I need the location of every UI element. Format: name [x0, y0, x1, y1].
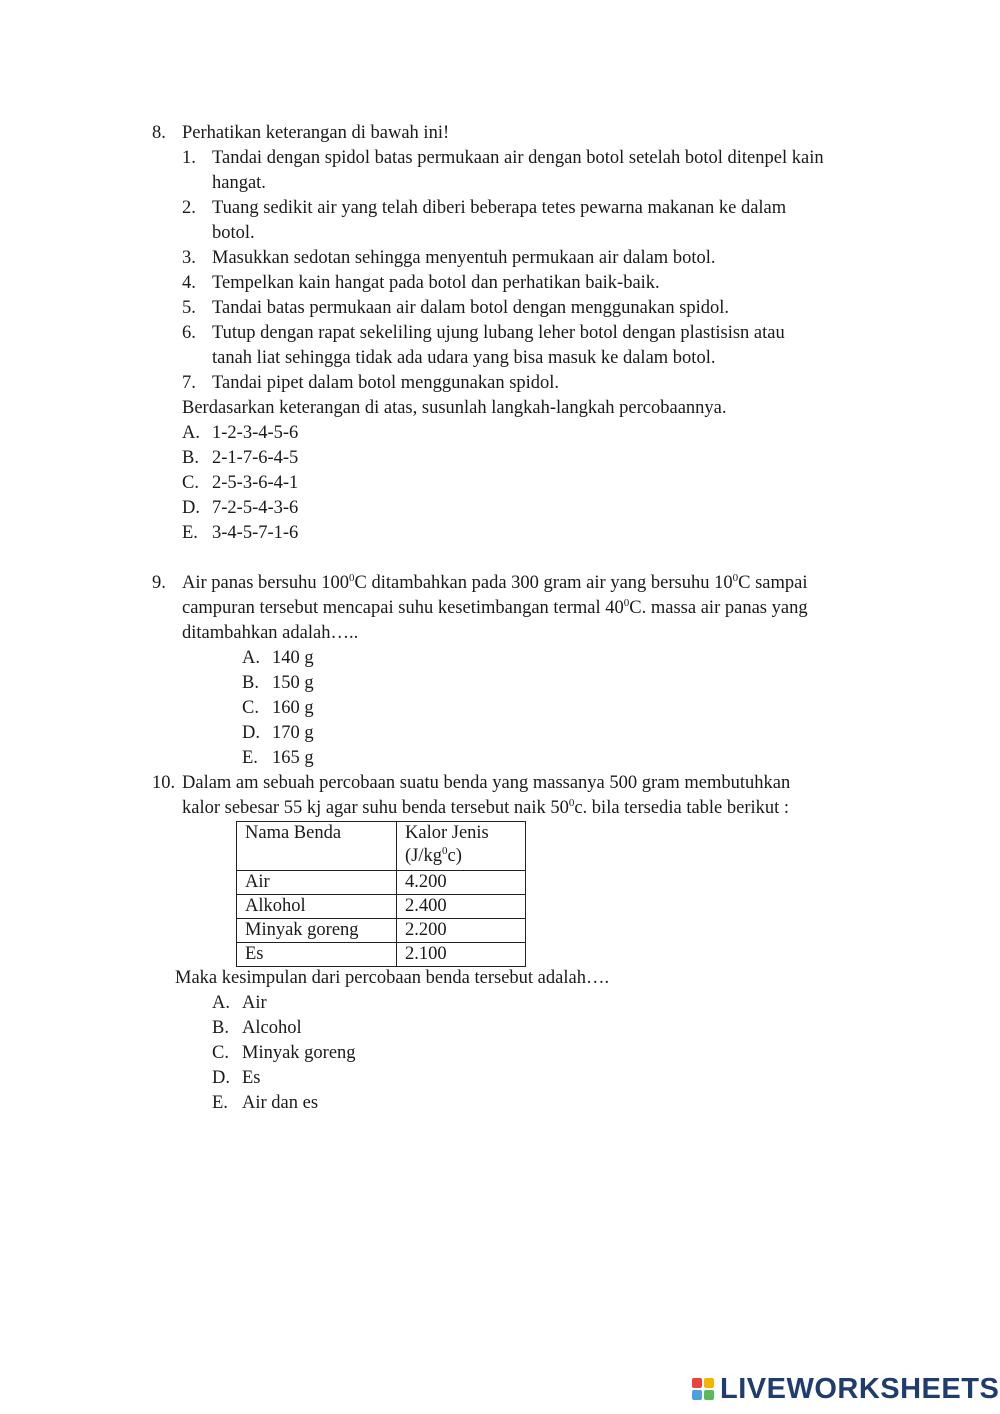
option-text[interactable]: Es — [242, 1068, 261, 1088]
option-letter[interactable]: E. — [212, 1093, 228, 1113]
table-row — [237, 943, 526, 967]
question-text-line3: ditambahkan adalah….. — [182, 623, 359, 643]
step-text: Tuang sedikit air yang telah diberi beberapa tetes pewarna makanan ke dalam — [212, 198, 787, 218]
table-row — [237, 895, 526, 919]
liveworksheets-logo — [692, 1372, 999, 1406]
option-text[interactable]: 7-2-5-4-3-6 — [212, 498, 299, 518]
option-letter[interactable]: C. — [212, 1043, 229, 1063]
logo-square — [704, 1390, 714, 1400]
option-letter[interactable]: B. — [242, 673, 259, 693]
step-number: 3. — [182, 248, 196, 268]
step-number: 5. — [182, 298, 196, 318]
option-text[interactable]: Alcohol — [242, 1018, 302, 1038]
step-number: 4. — [182, 273, 196, 293]
question-prompt: Perhatikan keterangan di bawah ini! — [182, 123, 450, 143]
option-text[interactable]: 170 g — [272, 723, 314, 743]
option-letter[interactable]: A. — [182, 423, 200, 443]
step-text-continued: hangat. — [212, 173, 266, 193]
step-text: Tempelkan kain hangat pada botol dan perhatikan baik-baik. — [212, 273, 660, 293]
table-row — [237, 871, 526, 895]
table-cell-name: Alkohol — [237, 895, 397, 919]
option-text[interactable]: 150 g — [272, 673, 314, 693]
table-header-value: Kalor Jenis $(J/kg^0c)$ — [397, 822, 526, 871]
option-letter[interactable]: B. — [212, 1018, 229, 1038]
question-text-line1: Dalam am sebuah percobaan suatu benda yang massanya 500 gram membutuhkan — [182, 773, 791, 793]
option-text[interactable]: 3-4-5-7-1-6 — [212, 523, 299, 543]
option-text[interactable]: 2-1-7-6-4-5 — [212, 448, 299, 468]
table-cell-value: 2.200 — [397, 919, 526, 943]
logo-square — [704, 1378, 714, 1388]
question-number: 8. — [152, 123, 166, 143]
option-letter[interactable]: D. — [242, 723, 260, 743]
table-cell-name: Es — [237, 943, 397, 967]
table-row — [237, 919, 526, 943]
option-letter[interactable]: A. — [212, 993, 230, 1013]
table-cell-name: Minyak goreng — [237, 919, 397, 943]
question-text-line2: kalor sebesar 55 kj agar suhu benda tersebut naik $50^0c$. bila tersedia table berikut : — [182, 797, 790, 818]
logo-square — [692, 1378, 702, 1388]
option-letter[interactable]: C. — [242, 698, 259, 718]
option-letter[interactable]: A. — [242, 648, 260, 668]
option-letter[interactable]: D. — [182, 498, 200, 518]
step-number: 1. — [182, 148, 196, 168]
option-text[interactable]: 2-5-3-6-4-1 — [212, 473, 299, 493]
question-text-line2: campuran tersebut mencapai suhu kesetimbangan termal $40^0C$. massa air panas yang — [182, 597, 808, 618]
option-letter[interactable]: B. — [182, 448, 199, 468]
table-cell-value: 2.400 — [397, 895, 526, 919]
logo-square — [692, 1390, 702, 1400]
step-text: Tandai dengan spidol batas permukaan air dengan botol setelah botol ditenpel kain — [212, 148, 824, 168]
step-number: 7. — [182, 373, 196, 393]
step-text-continued: botol. — [212, 223, 255, 243]
step-number: 6. — [182, 323, 196, 343]
step-text: Tandai pipet dalam botol menggunakan spidol. — [212, 373, 560, 393]
option-text[interactable]: 140 g — [272, 648, 314, 668]
option-text[interactable]: 160 g — [272, 698, 314, 718]
logo-icon — [692, 1378, 714, 1400]
step-text: Tandai batas permukaan air dalam botol dengan menggunakan spidol. — [212, 298, 730, 318]
option-letter[interactable]: E. — [182, 523, 198, 543]
table-cell-name: Air — [237, 871, 397, 895]
question-number: 9. — [152, 573, 166, 593]
table-header-row — [237, 822, 526, 871]
option-text[interactable]: Minyak goreng — [242, 1043, 356, 1063]
option-text[interactable]: 165 g — [272, 748, 314, 768]
option-letter[interactable]: C. — [182, 473, 199, 493]
option-letter[interactable]: E. — [242, 748, 258, 768]
table-cell-value: 4.200 — [397, 871, 526, 895]
option-text[interactable]: 1-2-3-4-5-6 — [212, 423, 299, 443]
question-instruction: Berdasarkan keterangan di atas, susunlah langkah-langkah percobaannya. — [182, 398, 727, 418]
question-number: 10. — [152, 773, 176, 793]
table-cell-value: 2.100 — [397, 943, 526, 967]
option-text[interactable]: Air dan es — [242, 1093, 319, 1113]
step-text: Tutup dengan rapat sekeliling ujung lubang leher botol dengan plastisisn atau — [212, 323, 785, 343]
option-text[interactable]: Air — [242, 993, 267, 1013]
step-text: Masukkan sedotan sehingga menyentuh permukaan air dalam botol. — [212, 248, 716, 268]
step-number: 2. — [182, 198, 196, 218]
step-text-continued: tanah liat sehingga tidak ada udara yang bisa masuk ke dalam botol. — [212, 348, 716, 368]
logo-text: LIVEWORKSHEETS — [720, 1372, 1000, 1405]
option-letter[interactable]: D. — [212, 1068, 230, 1088]
table-header-name: Nama Benda — [237, 822, 397, 871]
question-conclusion: Maka kesimpulan dari percobaan benda tersebut adalah…. — [175, 968, 610, 988]
specific-heat-table — [236, 821, 526, 967]
question-text-line1: Air panas bersuhu $100^0C$ ditambahkan pada 300 gram air yang bersuhu $10^0C$ sampai — [182, 572, 808, 593]
